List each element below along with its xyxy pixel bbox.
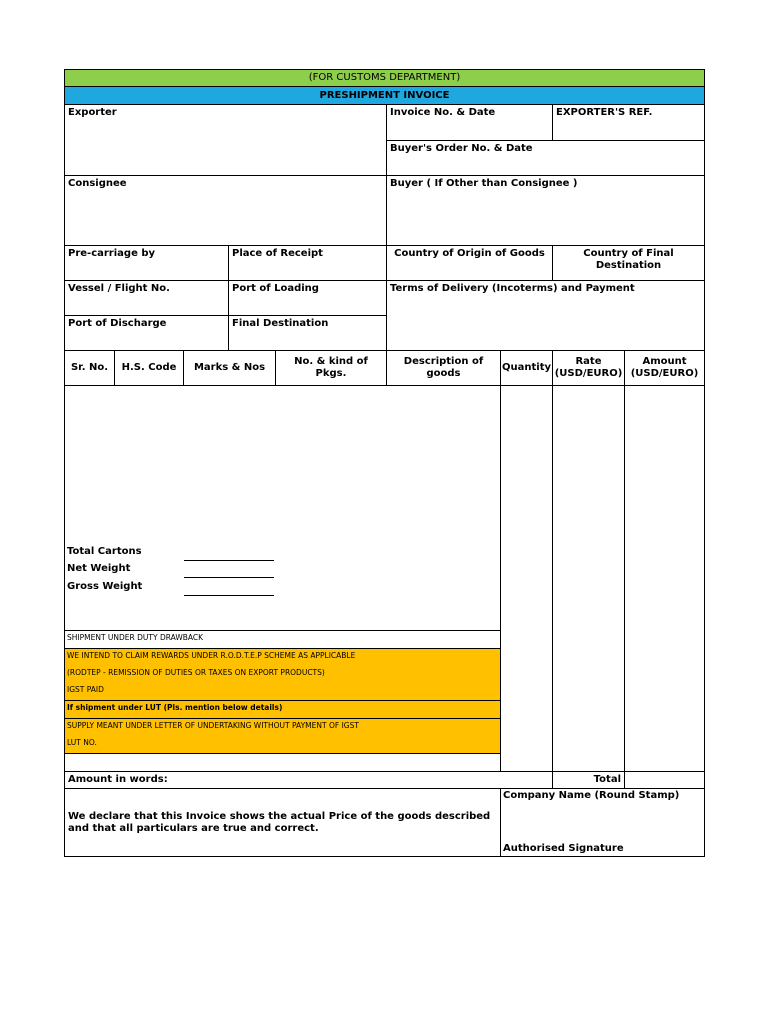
col-header-amount-text: Amount (USD/EURO) bbox=[630, 356, 699, 379]
col-header-rate bbox=[553, 351, 625, 386]
buyers-order-label: Buyer's Order No. & Date bbox=[390, 143, 533, 154]
declaration-cell bbox=[65, 789, 501, 857]
col-header-marks-text: Marks & Nos bbox=[193, 362, 266, 373]
col-header-pkgs bbox=[276, 351, 387, 386]
col-header-marks bbox=[184, 351, 276, 386]
total-cartons-line[interactable] bbox=[184, 560, 274, 561]
place-of-receipt-label: Place of Receipt bbox=[232, 248, 323, 259]
port-of-discharge-label: Port of Discharge bbox=[68, 318, 167, 329]
col-header-hs-code-text: H.S. Code bbox=[121, 362, 177, 373]
col-header-sr-no bbox=[65, 351, 115, 386]
col-header-description bbox=[387, 351, 501, 386]
total-label: Total bbox=[593, 774, 621, 785]
note-lut-no: LUT NO. bbox=[67, 738, 97, 747]
port-of-loading-field[interactable] bbox=[229, 281, 387, 316]
note-supply-lut: SUPPLY MEANT UNDER LETTER OF UNDERTAKING WITHOUT PAYMENT OF IGST bbox=[67, 721, 359, 730]
port-of-discharge-field[interactable] bbox=[65, 316, 229, 351]
vessel-flight-label: Vessel / Flight No. bbox=[68, 283, 170, 294]
col-header-hs-code bbox=[115, 351, 184, 386]
col-header-quantity bbox=[501, 351, 553, 386]
country-of-destination-field[interactable] bbox=[553, 246, 705, 281]
terms-of-delivery-label: Terms of Delivery (Incoterms) and Payment bbox=[390, 283, 635, 294]
amount-column-body[interactable] bbox=[625, 386, 705, 772]
note-igst-paid: IGST PAID bbox=[67, 685, 104, 694]
exporters-ref-field[interactable] bbox=[553, 105, 705, 141]
note-lut-heading[interactable] bbox=[65, 700, 501, 719]
note-duty-drawback[interactable] bbox=[65, 631, 501, 649]
invoice-no-date-label: Invoice No. & Date bbox=[390, 107, 496, 118]
rate-column-body[interactable] bbox=[553, 386, 625, 772]
invoice-title: PRESHIPMENT INVOICE bbox=[319, 89, 450, 101]
consignee-field[interactable] bbox=[65, 176, 387, 246]
note-rodtep-desc: (RODTEP - REMISSION OF DUTIES OR TAXES ON EXPORT PRODUCTS) bbox=[67, 668, 325, 677]
country-of-origin-field[interactable] bbox=[387, 246, 553, 281]
net-weight-label: Net Weight bbox=[67, 563, 131, 574]
company-name-label: Company Name (Round Stamp) bbox=[503, 790, 680, 801]
declaration-text: We declare that this Invoice shows the actual Price of the goods described and that all particulars are true and correct. bbox=[68, 810, 491, 834]
note-duty-drawback-text: SHIPMENT UNDER DUTY DRAWBACK bbox=[67, 633, 204, 642]
terms-of-delivery-field[interactable] bbox=[387, 281, 705, 351]
note-rodtep-block[interactable] bbox=[65, 649, 501, 701]
signature-cell[interactable] bbox=[501, 789, 705, 857]
authorised-signature-label: Authorised Signature bbox=[503, 843, 624, 854]
final-destination-label: Final Destination bbox=[232, 318, 329, 329]
buyers-order-field[interactable] bbox=[387, 141, 705, 176]
final-destination-field[interactable] bbox=[229, 316, 387, 351]
total-amount-field[interactable] bbox=[625, 772, 705, 789]
total-label-cell bbox=[553, 772, 625, 789]
gross-weight-label: Gross Weight bbox=[67, 581, 143, 592]
preshipment-invoice-form bbox=[64, 69, 705, 857]
invoice-no-date-field[interactable] bbox=[387, 105, 553, 141]
vessel-flight-field[interactable] bbox=[65, 281, 229, 316]
exporter-field[interactable] bbox=[65, 105, 387, 176]
country-of-destination-label: Country of Final Destination bbox=[583, 248, 674, 271]
pre-carriage-field[interactable] bbox=[65, 246, 229, 281]
exporter-label: Exporter bbox=[68, 107, 117, 118]
gross-weight-line[interactable] bbox=[184, 595, 274, 596]
exporters-ref-label: EXPORTER'S REF. bbox=[556, 107, 653, 118]
buyer-label: Buyer ( If Other than Consignee ) bbox=[390, 178, 578, 189]
amount-in-words-label: Amount in words: bbox=[68, 774, 168, 785]
total-cartons-label: Total Cartons bbox=[67, 546, 142, 557]
col-header-pkgs-text: No. & kind of Pkgs. bbox=[294, 356, 368, 379]
buyer-field[interactable] bbox=[387, 176, 705, 246]
note-lut-block[interactable] bbox=[65, 719, 501, 754]
invoice-title-banner bbox=[65, 87, 705, 105]
place-of-receipt-field[interactable] bbox=[229, 246, 387, 281]
col-header-rate-text: Rate (USD/EURO) bbox=[554, 356, 623, 379]
note-rodtep-claim: WE INTEND TO CLAIM REWARDS UNDER R.O.D.T.E.P SCHEME AS APPLICABLE bbox=[67, 651, 356, 660]
amount-in-words-field[interactable] bbox=[65, 772, 553, 789]
customs-department-banner bbox=[65, 70, 705, 87]
col-header-sr-no-text: Sr. No. bbox=[70, 362, 109, 373]
country-of-origin-label: Country of Origin of Goods bbox=[394, 248, 545, 259]
col-header-quantity-text: Quantity bbox=[502, 362, 551, 373]
quantity-column-body[interactable] bbox=[501, 386, 553, 772]
col-header-description-text: Description of goods bbox=[403, 356, 484, 379]
goods-description-area[interactable] bbox=[65, 386, 501, 631]
note-lut-heading-text: If shipment under LUT (Pls. mention below details) bbox=[67, 703, 283, 712]
net-weight-line[interactable] bbox=[184, 577, 274, 578]
port-of-loading-label: Port of Loading bbox=[232, 283, 319, 294]
col-header-amount bbox=[625, 351, 705, 386]
pre-carriage-label: Pre-carriage by bbox=[68, 248, 156, 259]
note-blank-row[interactable] bbox=[65, 754, 501, 772]
customs-department-text: (FOR CUSTOMS DEPARTMENT) bbox=[308, 72, 461, 83]
consignee-label: Consignee bbox=[68, 178, 127, 189]
